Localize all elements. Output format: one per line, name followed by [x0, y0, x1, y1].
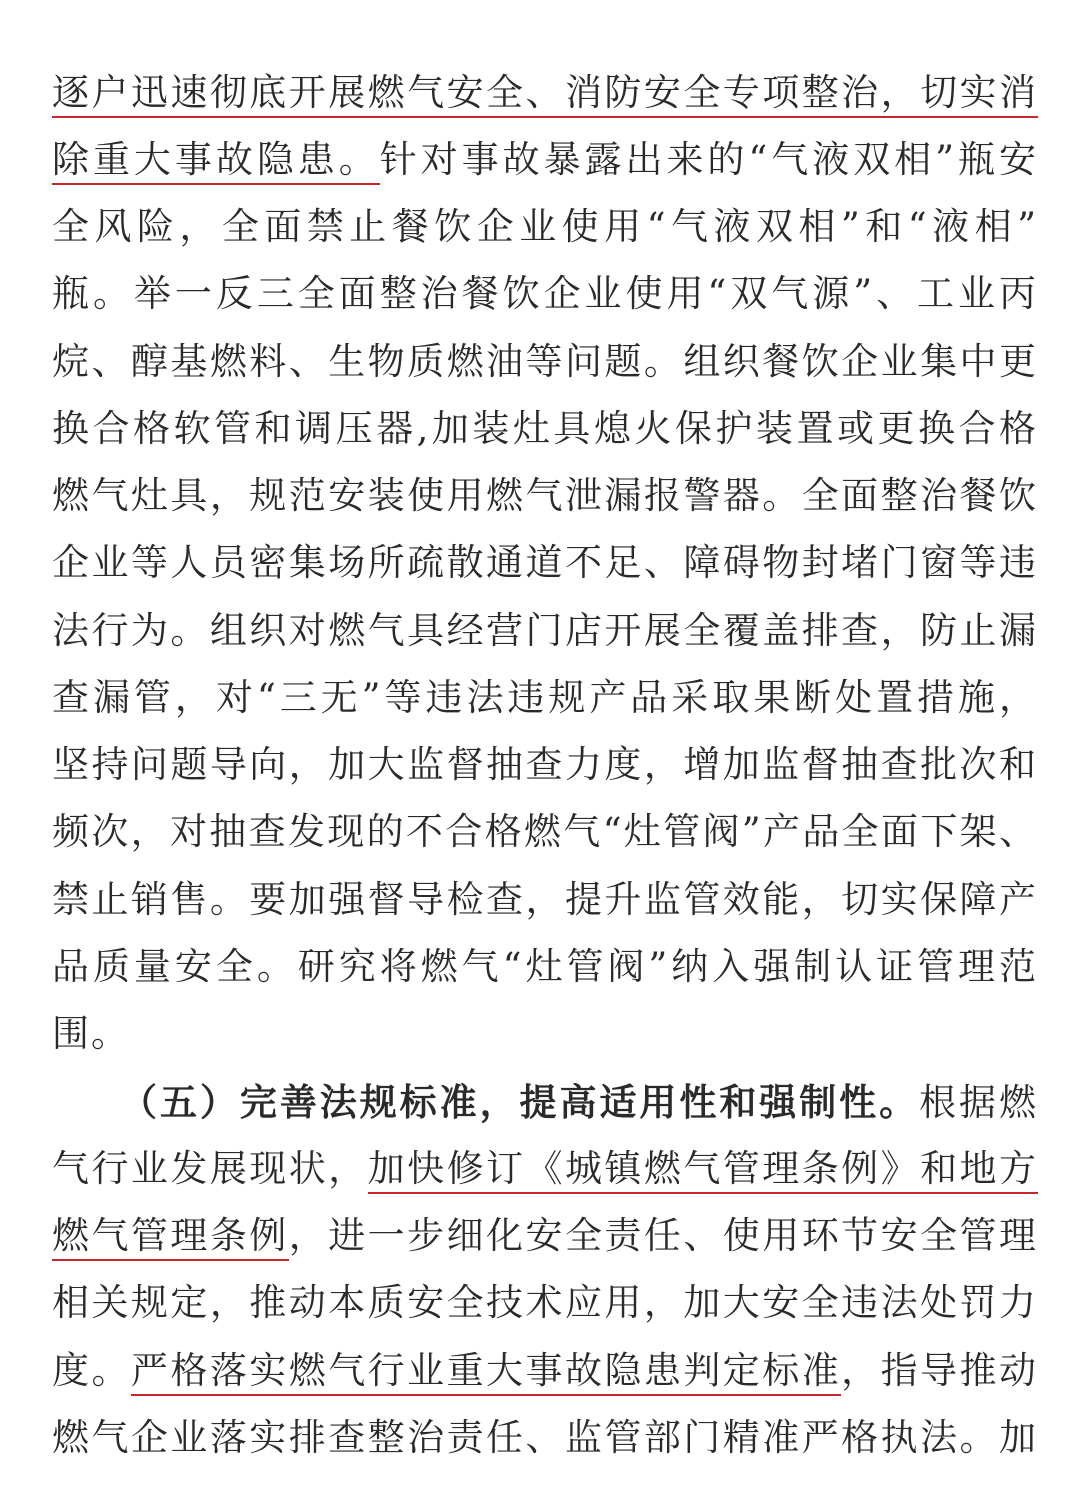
- text-line: [52, 1205, 1038, 1267]
- text-segment: 品质量安全。研究将燃气“灶管阀”纳入强制认证管理范: [52, 945, 1038, 988]
- text-segment: 度。: [52, 1349, 131, 1392]
- text-line: [52, 1340, 1038, 1402]
- underlined-text: 除重大事故隐患。: [52, 138, 380, 185]
- section-heading: （五）完善法规标准，提高适用性和强制性。: [120, 1080, 920, 1124]
- text-segment: 烷、醇基燃料、生物质燃油等问题。组织餐饮企业集中更: [52, 340, 1038, 383]
- text-segment: 企业等人员密集场所疏散通道不足、障碍物封堵门窗等违: [52, 541, 1038, 584]
- text-line: [52, 1272, 1038, 1334]
- text-segment: 查漏管，对“三无”等违法违规产品采取果断处置措施，: [52, 676, 1038, 719]
- text-segment: 频次，对抽查发现的不合格燃气“灶管阀”产品全面下架、: [52, 810, 1038, 853]
- text-line: [52, 129, 1038, 191]
- underlined-text: 加快修订《城镇燃气管理条例》和地方: [368, 1147, 1038, 1194]
- underlined-text: 逐户迅速彻底开展燃气安全、消防安全专项整治，切实消: [52, 71, 1038, 118]
- text-segment: 坚持问题导向，加大监督抽查力度，增加监督抽查批次和: [52, 743, 1038, 786]
- text-line: [52, 398, 1038, 460]
- text-line: [52, 734, 1038, 796]
- text-segment: 法行为。组织对燃气具经营门店开展全覆盖排查，防止漏: [52, 609, 1038, 652]
- text-line: [52, 801, 1038, 863]
- text-line: [52, 869, 1038, 931]
- text-line: [52, 196, 1038, 258]
- text-line: [52, 331, 1038, 393]
- text-line: [52, 532, 1038, 594]
- text-line: [52, 1003, 130, 1065]
- text-line: [52, 465, 1038, 527]
- text-segment: 燃气企业落实排查整治责任、监管部门精准严格执法。加: [52, 1416, 1038, 1459]
- text-line: [52, 667, 1038, 729]
- text-segment: 气行业发展现状，: [52, 1147, 368, 1190]
- text-segment: 围。: [52, 1012, 130, 1055]
- text-line: [52, 263, 1038, 325]
- text-segment: 相关规定，推动本质安全技术应用，加大安全违法处罚力: [52, 1281, 1038, 1324]
- text-segment: 燃气灶具，规范安装使用燃气泄漏报警器。全面整治餐饮: [52, 474, 1038, 517]
- text-line: [120, 1071, 1038, 1133]
- text-segment: ，指导推动: [841, 1349, 1039, 1392]
- underlined-text: 严格落实燃气行业重大事故隐患判定标准: [131, 1349, 841, 1396]
- text-line: [52, 936, 1038, 998]
- text-line: [52, 1138, 1038, 1200]
- text-segment: 换合格软管和调压器,加装灶具熄火保护装置或更换合格: [52, 407, 1038, 450]
- text-line: [52, 600, 1038, 662]
- text-segment: 根据燃: [919, 1081, 1039, 1124]
- text-segment: 全风险，全面禁止餐饮企业使用“气液双相”和“液相”: [52, 205, 1038, 248]
- text-segment: ，进一步细化安全责任、使用环节安全管理: [288, 1214, 1038, 1257]
- underlined-text: 燃气管理条例: [52, 1214, 289, 1261]
- text-segment: 针对事故暴露出来的“气液双相”瓶安: [379, 138, 1038, 181]
- text-segment: 瓶。举一反三全面整治餐饮企业使用“双气源”、工业丙: [52, 272, 1038, 315]
- text-segment: 禁止销售。要加强督导检查，提升监管效能，切实保障产: [52, 878, 1038, 921]
- text-line: [52, 1407, 1038, 1469]
- text-line: [52, 62, 1038, 124]
